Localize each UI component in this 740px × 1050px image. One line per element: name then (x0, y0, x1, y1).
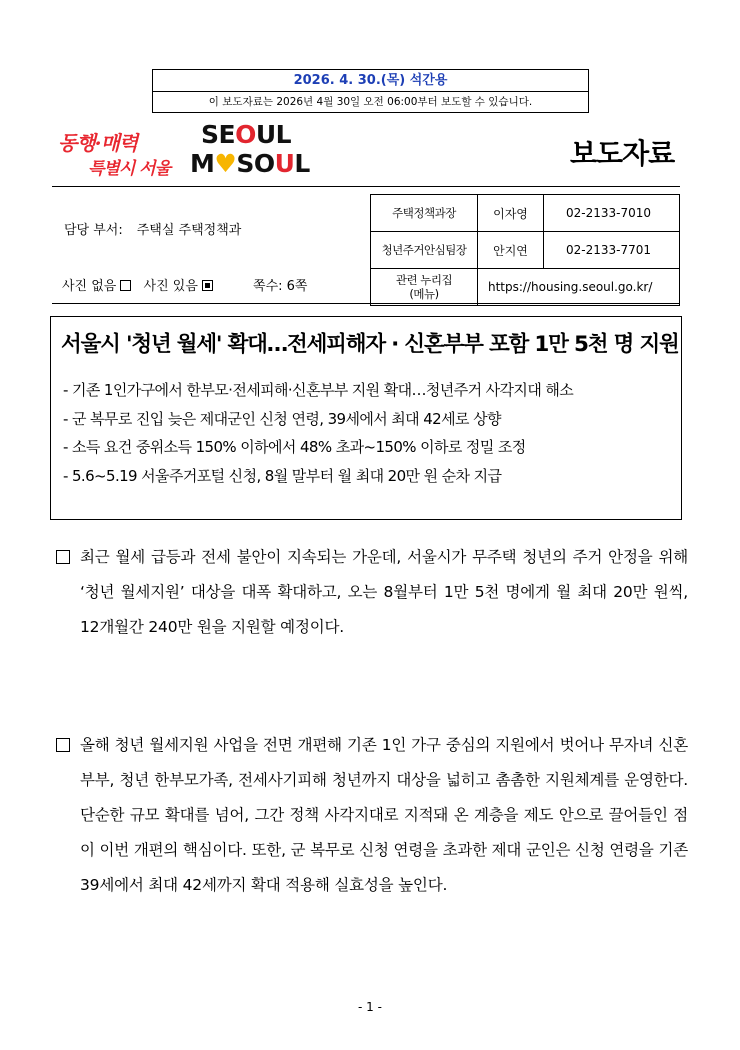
photo-none-label: 사진 없음 (62, 279, 117, 294)
paragraph-text: 최근 월세 급등과 전세 불안이 지속되는 가운데, 서울시가 무주택 청년의 주거 안정을 위해 ‘청년 월세지원’ 대상을 대폭 확대하고, 오는 8월부터 1만 5천 명에게 월 최대 20만 원씩, 12개월간 240만 원을 지원할 예정이다. (80, 548, 688, 636)
seoul-my-soul-logo (190, 120, 310, 183)
table-row (371, 269, 680, 306)
contact-phone: 02-2133-7701 (544, 232, 680, 269)
slogan-line-1: 동행·매력 (58, 131, 138, 155)
square-bullet-icon (56, 738, 70, 752)
square-bullet-icon (56, 550, 70, 564)
related-site-url[interactable]: https://housing.seoul.go.kr/ (478, 269, 680, 306)
seoul-slogan-logo (58, 127, 186, 183)
dept-value: 주택실 주택정책과 (136, 223, 242, 238)
contact-name: 이자영 (478, 195, 544, 232)
embargo-date: 2026. 4. 30.(목) 석간용 (153, 70, 588, 92)
list-item: - 기존 1인가구에서 한부모·전세피해·신혼부부 지원 확대…청년주거 사각지대 해소 (63, 381, 574, 399)
department-info (64, 219, 241, 238)
heart-icon: ♥ (214, 149, 237, 178)
info-divider (52, 303, 680, 304)
headline-box (50, 316, 682, 520)
headline-bullets (63, 379, 573, 493)
list-item: - 군 복무로 진입 늦은 제대군인 신청 연령, 39세에서 최대 42세로 상향 (63, 409, 501, 428)
table-row (371, 195, 680, 232)
related-site-label: 관련 누리집 (메뉴) (371, 269, 478, 306)
logo-mysoul-text: M♥SOUL (190, 149, 310, 178)
contact-dept: 주택정책과장 (371, 195, 478, 232)
slogan-line-2: 특별시 서울 (88, 159, 171, 179)
embargo-notice: 이 보도자료는 2026년 4월 30일 오전 06:00부터 보도할 수 있습니다. (208, 96, 533, 108)
page-number: - 1 - (358, 1000, 382, 1014)
contact-phone: 02-2133-7010 (544, 195, 680, 232)
photo-none-checkbox (120, 280, 131, 291)
contact-dept: 청년주거안심팀장 (371, 232, 478, 269)
list-item: - 소득 요건 중위소득 150% 이하에서 48% 초과~150% 이하로 정밀 조정 (63, 438, 526, 456)
page-count: 쪽수: 6쪽 (253, 279, 308, 294)
paragraph-text: 올해 청년 월세지원 사업을 전면 개편해 기존 1인 가구 중심의 지원에서 벗어나 무자녀 신혼부부, 청년 한부모가족, 전세사기피해 청년까지 대상을 넓히고 촘촘한 지원체계를 운영한다. 단순한 규모 확대를 넘어, 그간 정책 사각지대로 지적돼 온 계층을 제도 안으로 끌어들인 점이 이번 개편의 핵심이다. 또한, 군 복무로 신청 연령을 초과한 제대 군인은 신청 연령을 기존 39세에서 최대 42세까지 확대 적용해 실효성을 높인다. (80, 736, 688, 894)
doc-type-title: 보도자료 (570, 137, 675, 170)
list-item: - 5.6~5.19 서울주거포털 신청, 8월 말부터 월 최대 20만 원 순차 지급 (63, 466, 502, 485)
table-row (371, 232, 680, 269)
headline-title: 서울시 '청년 월세' 확대…전세피해자 · 신혼부부 포함 1만 5천 명 지원 (61, 332, 679, 357)
embargo-box (152, 69, 589, 113)
photo-yes-checkbox (202, 280, 213, 291)
contact-name: 안지연 (478, 232, 544, 269)
logo-seoul-text: SEOUL (201, 120, 292, 149)
contact-table (370, 194, 680, 306)
header-divider (52, 186, 680, 187)
photo-info (62, 275, 308, 294)
photo-yes-label: 사진 있음 (143, 279, 198, 294)
dept-label: 담당 부서: (64, 223, 123, 238)
body-paragraph-2 (56, 728, 688, 903)
body-paragraph-1 (56, 540, 688, 645)
